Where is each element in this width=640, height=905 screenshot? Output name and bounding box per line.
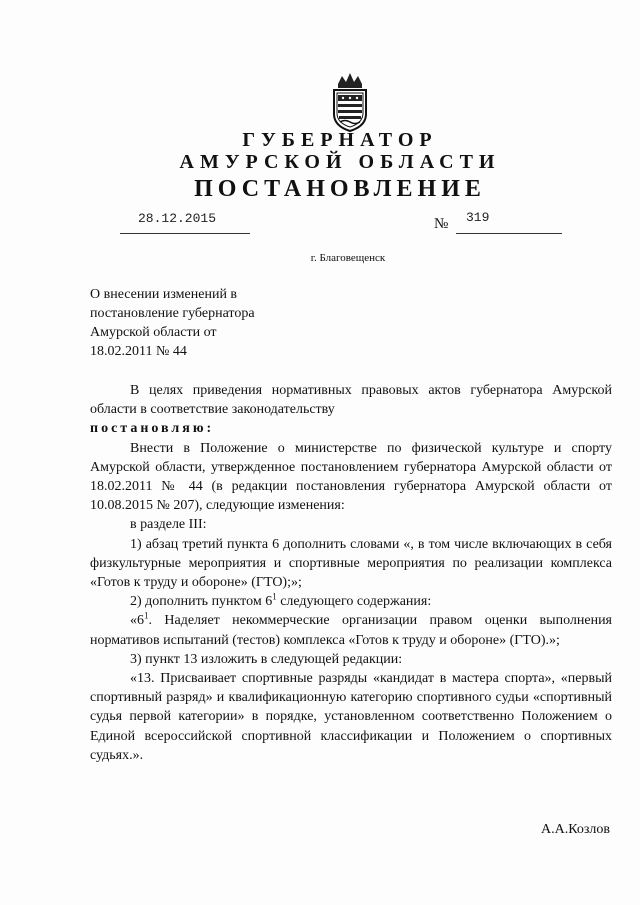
coat-of-arms-icon xyxy=(324,70,376,134)
superscript: 1 xyxy=(144,610,149,621)
document-subject xyxy=(90,285,255,361)
clause-13-paragraph: «13. Присваивает спортивные разряды «кандидат в мастера спорта», «первый спортивный разряд» и квалификационную категорию спортивного судьи «спортивный судья первой категории» в порядке, установленном соответственно Положением о Единой всероссийской спортивной классификации и Положением о спортивных судьях.». xyxy=(90,671,612,763)
document-body xyxy=(90,381,612,765)
city-label: г. Благовещенск xyxy=(310,252,386,264)
header-line-2: АМУРСКОЙ ОБЛАСТИ xyxy=(179,151,501,173)
number-sign: № xyxy=(434,216,449,232)
amendment-paragraph-2 xyxy=(90,592,612,611)
amendment-paragraph-3: 3) пункт 13 изложить в следующей редакции: xyxy=(130,651,403,667)
date-underline xyxy=(120,233,250,234)
subject-line: постановление губернатора xyxy=(90,306,255,321)
preamble-paragraph: В целях приведения нормативных правовых актов губернатора Амурской области в соответствие законодательству xyxy=(90,383,612,418)
signature-name: А.А.Козлов xyxy=(541,822,610,837)
subject-line: 18.02.2011 № 44 xyxy=(90,344,187,359)
number-underline xyxy=(456,233,562,234)
header-line-1: ГУБЕРНАТОР xyxy=(242,129,438,151)
document-type-title: ПОСТАНОВЛЕНИЕ xyxy=(194,176,486,202)
superscript: 1 xyxy=(272,591,277,602)
document-date: 28.12.2015 xyxy=(138,211,217,226)
body-paragraph: Внести в Положение о министерстве по физической культуре и спорту Амурской области, утвержденное постановлением губернатора Амурской области от 18.02.2011 № 44 (в редакции постановления губернатора Амурской области от 10.08.2015 № 207), следующие изменения: xyxy=(90,440,612,514)
new-clause-text-end: . Наделяет некоммерческие организации правом оценки выполнения нормативов испытаний (тестов) комплекса «Готов к труду и обороне» (ГТО).»; xyxy=(90,613,612,648)
new-clause-text: «6 xyxy=(130,613,144,629)
subject-line: О внесении изменений в xyxy=(90,287,238,302)
subject-line: Амурской области от xyxy=(90,325,217,340)
decree-word: постановляю: xyxy=(90,421,215,437)
body-paragraph: в разделе III: xyxy=(130,517,207,533)
amendment-2-text: 2) дополнить пунктом 6 xyxy=(130,594,273,610)
new-clause-paragraph xyxy=(90,611,612,649)
amendment-paragraph-1: 1) абзац третий пункта 6 дополнить словами «, в том числе включающих в себя физкультурные мероприятия и спортивные мероприятия по реализации комплекса «Готов к труду и обороне» (ГТО);»; xyxy=(90,536,612,591)
document-number: 319 xyxy=(466,210,490,225)
amendment-2-text-end: следующего содержания: xyxy=(276,594,432,610)
